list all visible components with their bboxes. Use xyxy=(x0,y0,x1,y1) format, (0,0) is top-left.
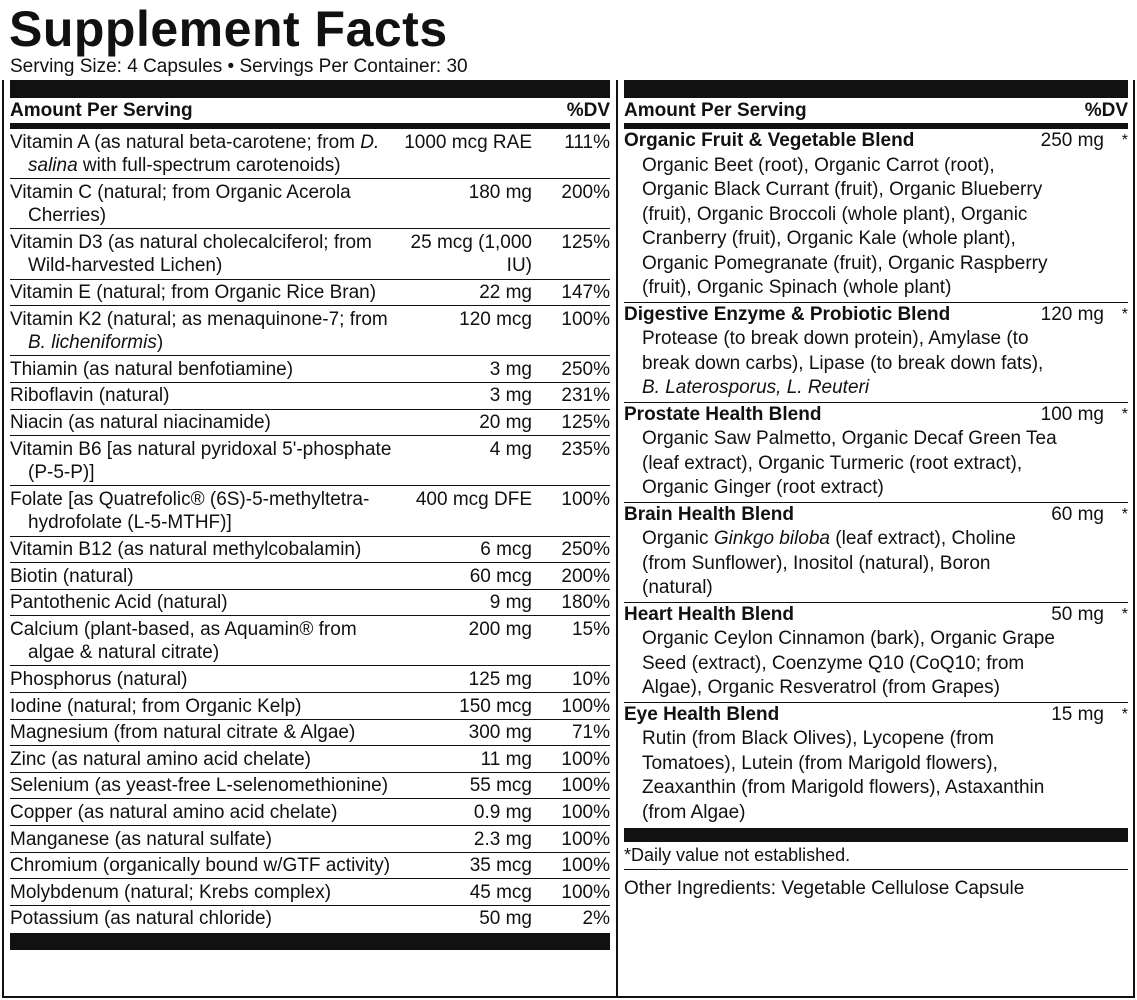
nutrient-name: Potassium (as natural chloride) xyxy=(10,908,272,930)
nutrient-row xyxy=(10,436,610,486)
nutrient-dv: 100% xyxy=(561,748,610,770)
nutrient-source-italic: D. salina xyxy=(28,131,380,177)
nutrient-name: Zinc (as natural amino acid chelate) xyxy=(10,748,311,770)
blend-name: Brain Health Blend xyxy=(624,503,794,525)
blend-row xyxy=(624,403,1128,503)
nutrient-name: Vitamin E (natural; from Organic Rice Bran) xyxy=(10,282,377,304)
nutrient-amount: 9 mg xyxy=(489,592,532,614)
blend-name: Eye Health Blend xyxy=(624,703,780,725)
nutrient-dv: 200% xyxy=(561,565,610,587)
blend-amount: 120 mg xyxy=(1040,303,1104,325)
nutrient-dv: 250% xyxy=(561,539,610,560)
blend-name: Prostate Health Blend xyxy=(624,403,822,425)
nutrient-row xyxy=(10,356,610,383)
nutrient-dv: 231% xyxy=(561,385,610,407)
nutrient-name: Folate [as Quatrefolic® (6S)-5-methyltetra-hydrofolate (L-5-MTHF)] xyxy=(10,488,370,534)
nutrient-amount: 22 mg xyxy=(479,282,532,304)
blend-row xyxy=(624,503,1128,603)
nutrient-amount: 180 mg xyxy=(468,181,532,203)
blend-dv-mark: * xyxy=(1121,505,1128,523)
nutrient-row xyxy=(10,826,610,853)
nutrient-amount: 200 mg xyxy=(468,618,532,640)
blend-row xyxy=(624,129,1128,303)
nutrient-amount: 1000 mcg RAE xyxy=(404,131,532,153)
nutrient-name: Magnesium (from natural citrate & Algae) xyxy=(10,722,356,744)
column-divider xyxy=(616,80,618,998)
nutrient-name: Biotin (natural) xyxy=(10,565,134,587)
blend-amount: 50 mg xyxy=(1051,603,1104,625)
nutrient-name: Thiamin (as natural benfotiamine) xyxy=(10,358,294,380)
nutrient-name: Molybdenum (natural; Krebs complex) xyxy=(10,881,332,903)
blend-name: Heart Health Blend xyxy=(624,603,794,625)
nutrients-header xyxy=(10,98,610,129)
nutrient-amount: 60 mcg xyxy=(469,565,532,587)
nutrient-amount: 20 mg xyxy=(479,412,532,434)
blend-ingredients: Protease (to break down protein), Amylase (to break down carbs), Lipase (to break down fats), B. Laterosporus, L. Reuteri xyxy=(642,328,1044,398)
nutrient-row xyxy=(10,537,610,564)
nutrient-dv: 180% xyxy=(561,592,610,614)
nutrient-row xyxy=(10,879,610,906)
nutrient-name: Vitamin B12 (as natural methylcobalamin) xyxy=(10,539,362,560)
nutrient-dv: 100% xyxy=(561,488,610,510)
nutrient-name: Vitamin D3 (as natural cholecalciferol; from Wild-harvested Lichen) xyxy=(10,231,372,277)
footnote: *Daily value not established. xyxy=(624,842,1128,870)
top-bar-right xyxy=(624,80,1128,98)
nutrient-amount: 3 mg xyxy=(489,358,532,380)
nutrients-column xyxy=(10,80,610,950)
footnote-bar xyxy=(624,828,1128,842)
nutrient-name: Niacin (as natural niacinamide) xyxy=(10,412,271,434)
nutrient-row xyxy=(10,306,610,356)
nutrient-row xyxy=(10,799,610,826)
nutrient-name: Copper (as natural amino acid chelate) xyxy=(10,801,338,823)
nutrient-dv: 15% xyxy=(571,618,610,640)
nutrient-amount: 4 mg xyxy=(489,438,532,460)
blend-amount: 60 mg xyxy=(1051,503,1104,525)
blend-name: Digestive Enzyme & Probiotic Blend xyxy=(624,303,951,325)
nutrient-amount: 11 mg xyxy=(480,748,532,770)
blend-header xyxy=(624,303,1128,328)
nutrient-dv: 125% xyxy=(561,412,610,434)
blend-header xyxy=(624,603,1128,628)
nutrient-name: Vitamin B6 [as natural pyridoxal 5'-phosphate (P-5-P)] xyxy=(10,438,392,484)
nutrient-row xyxy=(10,616,610,666)
nutrient-amount: 50 mg xyxy=(479,908,532,930)
nutrient-name: Manganese (as natural sulfate) xyxy=(10,828,272,850)
nutrient-amount: 150 mcg xyxy=(459,695,532,717)
nutrient-dv: 111% xyxy=(564,131,610,153)
nutrient-row xyxy=(10,666,610,693)
nutrient-row xyxy=(10,720,610,747)
dv-header: %DV xyxy=(566,100,610,121)
blend-ingredients: Organic Ginkgo biloba (leaf extract), Choline (from Sunflower), Inositol (natural), Boron (natural) xyxy=(642,528,1016,598)
nutrient-row xyxy=(10,410,610,437)
blend-header xyxy=(624,129,1128,154)
blend-row xyxy=(624,603,1128,703)
nutrient-amount: 120 mcg xyxy=(459,308,532,330)
nutrient-source-italic: B. licheniformis xyxy=(28,332,157,354)
nutrient-amount: 45 mcg xyxy=(469,881,532,903)
blend-amount: 100 mg xyxy=(1040,403,1104,425)
nutrient-amount: 400 mcg DFE xyxy=(415,488,532,510)
nutrient-name: Chromium (organically bound w/GTF activity) xyxy=(10,855,391,877)
nutrient-row xyxy=(10,280,610,307)
nutrient-row xyxy=(10,773,610,800)
nutrient-dv: 100% xyxy=(561,855,610,877)
blend-ingredient-italic: Ginkgo biloba xyxy=(713,528,831,549)
nutrient-amount: 3 mg xyxy=(489,385,532,407)
blend-header xyxy=(624,403,1128,428)
nutrient-name: Pantothenic Acid (natural) xyxy=(10,592,228,614)
blends-header xyxy=(624,98,1128,129)
nutrient-row xyxy=(10,179,610,229)
nutrient-dv: 10% xyxy=(571,668,610,690)
blend-dv-mark: * xyxy=(1121,705,1128,723)
blend-name: Organic Fruit & Vegetable Blend xyxy=(624,130,915,151)
top-bar-left xyxy=(10,80,610,98)
nutrient-list xyxy=(10,129,610,931)
nutrient-row xyxy=(10,129,610,179)
nutrient-dv: 100% xyxy=(561,828,610,850)
nutrient-name: Vitamin K2 (natural; as menaquinone-7; from B. licheniformis) xyxy=(10,308,388,354)
amount-header-right: Amount Per Serving xyxy=(624,100,807,121)
blend-list xyxy=(624,129,1128,826)
bottom-bar-left xyxy=(10,933,610,950)
nutrient-dv: 2% xyxy=(582,908,610,930)
blend-amount: 250 mg xyxy=(1040,130,1104,151)
nutrient-dv: 235% xyxy=(561,438,610,460)
blend-dv-mark: * xyxy=(1121,405,1128,423)
blend-amount: 15 mg xyxy=(1051,703,1104,725)
blend-ingredients: Organic Ceylon Cinnamon (bark), Organic Grape Seed (extract), Coenzyme Q10 (CoQ10; from Algae), Organic Resveratrol (from Grapes) xyxy=(642,628,1055,698)
nutrient-name: Phosphorus (natural) xyxy=(10,668,188,690)
blend-header xyxy=(624,703,1128,728)
nutrient-name: Riboflavin (natural) xyxy=(10,385,170,407)
other-ingredients: Other Ingredients: Vegetable Cellulose Capsule xyxy=(624,878,1025,899)
nutrient-row xyxy=(10,746,610,773)
nutrient-amount: 35 mcg xyxy=(469,855,532,877)
nutrient-dv: 100% xyxy=(561,308,610,330)
blends-column xyxy=(624,80,1128,901)
nutrient-dv: 200% xyxy=(561,181,610,203)
nutrient-amount: 2.3 mg xyxy=(473,828,532,850)
nutrient-dv: 125% xyxy=(561,231,610,253)
blend-row xyxy=(624,303,1128,403)
nutrient-row xyxy=(10,906,610,932)
nutrient-amount: 125 mg xyxy=(468,668,532,690)
nutrient-name: Selenium (as yeast-free L-selenomethionine) xyxy=(10,775,389,797)
blend-header xyxy=(624,503,1128,528)
nutrient-row xyxy=(10,693,610,720)
nutrient-amount: 0.9 mg xyxy=(473,801,532,823)
blend-dv-mark: * xyxy=(1121,305,1128,323)
nutrient-dv: 100% xyxy=(561,775,610,797)
nutrient-name: Iodine (natural; from Organic Kelp) xyxy=(10,695,302,717)
blend-dv-mark: * xyxy=(1121,605,1128,623)
blend-ingredients: Organic Saw Palmetto, Organic Decaf Green Tea (leaf extract), Organic Turmeric (root extract), Organic Ginger (root extract) xyxy=(642,428,1057,498)
label-title: Supplement Facts xyxy=(9,1,448,57)
nutrient-dv: 100% xyxy=(561,881,610,903)
nutrient-name: Vitamin C (natural; from Organic Acerola Cherries) xyxy=(10,181,351,227)
blend-ingredients: Organic Beet (root), Organic Carrot (root), Organic Black Currant (fruit), Organic Blueberry (fruit), Organic Broccoli (whole plant), Organic Cranberry (fruit), Organic Kale (whole plant), Organic Pomegranate (fruit), Organic Raspberry (fruit), Organic Spinach (whole plant) xyxy=(642,154,1048,298)
nutrient-dv: 250% xyxy=(561,358,610,380)
nutrient-row xyxy=(10,853,610,880)
serving-info: Serving Size: 4 Capsules • Servings Per Container: 30 xyxy=(10,56,468,77)
nutrient-row xyxy=(10,486,610,536)
nutrient-name: Vitamin A (as natural beta-carotene; from D. salina with full-spectrum carotenoids) xyxy=(10,131,380,177)
blend-dv-mark: * xyxy=(1121,132,1128,149)
nutrient-name: Calcium (plant-based, as Aquamin® from algae & natural citrate) xyxy=(10,618,357,664)
nutrient-dv: 71% xyxy=(571,722,610,744)
nutrient-amount: 6 mcg xyxy=(480,539,532,560)
nutrient-dv: 100% xyxy=(561,801,610,823)
amount-header: Amount Per Serving xyxy=(10,100,193,121)
nutrient-row xyxy=(10,563,610,590)
nutrient-amount: 25 mcg (1,000 IU) xyxy=(410,231,532,277)
nutrient-row xyxy=(10,590,610,617)
blend-ingredient-italic: B. Laterosporus, L. Reuteri xyxy=(642,377,870,398)
nutrient-dv: 100% xyxy=(561,695,610,717)
blend-ingredients: Rutin (from Black Olives), Lycopene (from Tomatoes), Lutein (from Marigold flowers), Zeaxanthin (from Marigold flowers), Astaxanthin (from Algae) xyxy=(642,728,1045,823)
dv-header-right: %DV xyxy=(1084,100,1128,121)
nutrient-row xyxy=(10,229,610,279)
nutrient-amount: 300 mg xyxy=(468,722,532,744)
nutrient-dv: 147% xyxy=(561,282,610,304)
nutrient-amount: 55 mcg xyxy=(469,775,532,797)
blend-row xyxy=(624,703,1128,827)
nutrient-row xyxy=(10,383,610,410)
